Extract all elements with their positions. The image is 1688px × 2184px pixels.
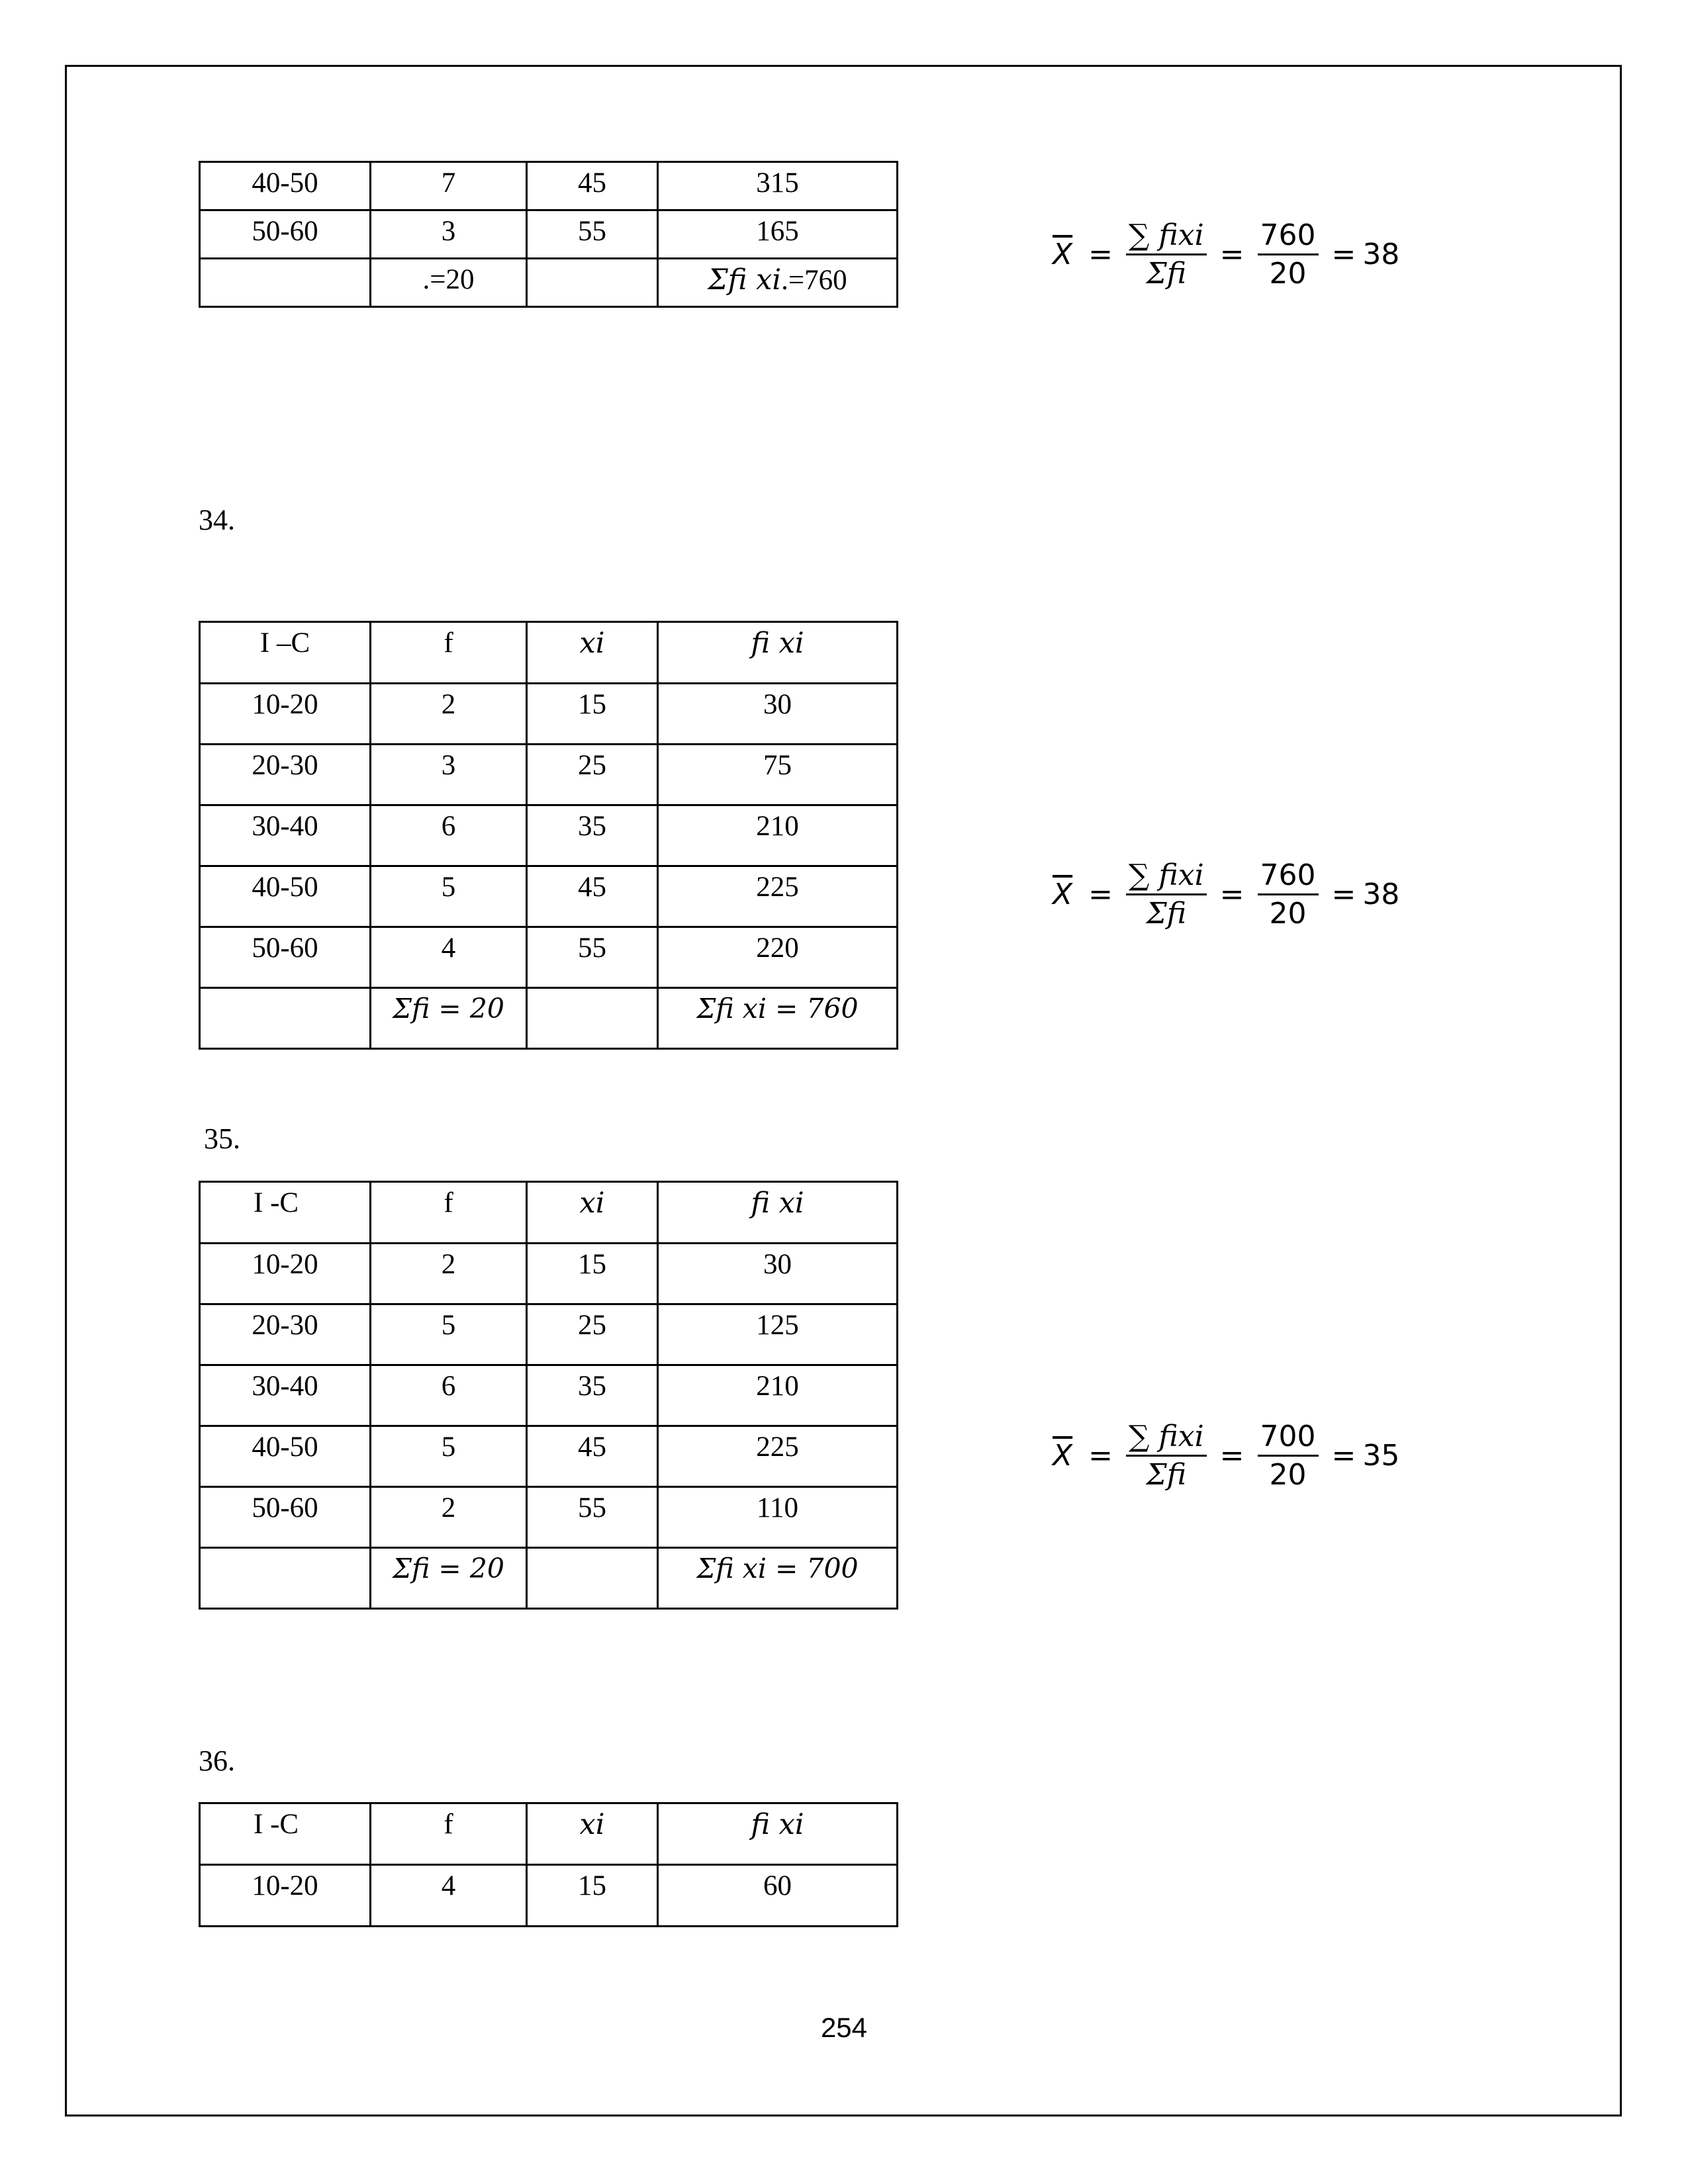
cell-fx: 165 <box>658 210 898 259</box>
cell-fx: 30 <box>658 1244 898 1304</box>
table-header-row <box>200 1182 898 1244</box>
cell-interval: 40-50 <box>200 162 371 210</box>
table-total-row <box>200 1548 898 1609</box>
cell-interval: 10-20 <box>200 1244 371 1304</box>
table-row <box>200 745 898 805</box>
table-row <box>200 866 898 927</box>
table-row <box>200 1487 898 1548</box>
question-number: 35. <box>204 1122 240 1155</box>
header-interval: I –C <box>200 622 371 684</box>
cell-empty <box>527 988 658 1049</box>
cell-f: 4 <box>371 1865 527 1927</box>
table-row <box>200 1426 898 1487</box>
cell-x: 45 <box>527 1426 658 1487</box>
cell-interval: 50-60 <box>200 927 371 988</box>
header-interval: I -C <box>200 1182 371 1244</box>
mean-symbol: $\overline{X}$ <box>1053 878 1073 911</box>
sum-fx-symbol: Σfi xi <box>708 263 782 296</box>
cell-fx: 210 <box>658 1365 898 1426</box>
total-fx: Σfi xi = 760 <box>658 988 898 1049</box>
total-fx: Σfi xi = 700 <box>658 1548 898 1609</box>
cell-fx: 30 <box>658 684 898 745</box>
cell-interval: 10-20 <box>200 1865 371 1927</box>
header-x: xi <box>527 622 658 684</box>
cell-fx: 225 <box>658 1426 898 1487</box>
mean-formula-top: $\overline{X}$ = $\frac{\text{∑ fixi}}{\text{Σfi}}$ = $\frac{760}{20}$ = 38 <box>1053 218 1400 291</box>
cell-fx: 125 <box>658 1304 898 1365</box>
header-fx: fi xi <box>658 622 898 684</box>
fraction-symbolic: $\frac{\text{∑ fixi}}{\text{Σfi}}$ <box>1126 218 1207 291</box>
header-x: xi <box>527 1182 658 1244</box>
cell-empty <box>200 988 371 1049</box>
cell-x: 35 <box>527 805 658 866</box>
total-f: Σfi = 20 <box>371 988 527 1049</box>
cell-f: 6 <box>371 1365 527 1426</box>
mean-result: 38 <box>1362 238 1400 271</box>
cell-f: 7 <box>371 162 527 210</box>
cell-f: 5 <box>371 866 527 927</box>
mean-formula-q35: $\overline{X}$ = $\frac{\text{∑ fixi}}{\text{Σfi}}$ = $\frac{700}{20}$ = 35 <box>1053 1420 1400 1492</box>
cell-interval: 40-50 <box>200 866 371 927</box>
fraction-numeric: $\frac{700}{20}$ <box>1258 1420 1319 1492</box>
header-fx: fi xi <box>658 1182 898 1244</box>
question-number: 36. <box>199 1745 235 1777</box>
table-row <box>200 1244 898 1304</box>
cell-interval: 20-30 <box>200 1304 371 1365</box>
cell-fx: 75 <box>658 745 898 805</box>
cell-interval: 10-20 <box>200 684 371 745</box>
fraction-numeric: $\frac{760}{20}$ <box>1258 218 1319 291</box>
cell-interval: 50-60 <box>200 210 371 259</box>
table-row <box>200 1865 898 1927</box>
mean-result: 35 <box>1362 1439 1400 1473</box>
cell-x: 45 <box>527 162 658 210</box>
cell-f: 2 <box>371 1487 527 1548</box>
cell-interval: 30-40 <box>200 805 371 866</box>
cell-f: 6 <box>371 805 527 866</box>
header-f: f <box>371 1803 527 1865</box>
cell-x: 35 <box>527 1365 658 1426</box>
cell-f: 2 <box>371 684 527 745</box>
table-total-row <box>200 259 898 307</box>
mean-formula-q34: $\overline{X}$ = $\frac{\text{∑ fixi}}{\text{Σfi}}$ = $\frac{760}{20}$ = 38 <box>1053 858 1400 931</box>
table-row <box>200 684 898 745</box>
header-x: xi <box>527 1803 658 1865</box>
cell-empty <box>200 1548 371 1609</box>
table-q35 <box>199 1181 898 1610</box>
cell-f: 3 <box>371 745 527 805</box>
header-f: f <box>371 1182 527 1244</box>
cell-f: 2 <box>371 1244 527 1304</box>
cell-f: 3 <box>371 210 527 259</box>
cell-x: 15 <box>527 684 658 745</box>
table-row <box>200 162 898 210</box>
mean-symbol: $\overline{X}$ <box>1053 238 1073 271</box>
cell-f: 5 <box>371 1304 527 1365</box>
question-number: 34. <box>199 504 235 536</box>
fraction-symbolic: $\frac{\text{∑ fixi}}{\text{Σfi}}$ <box>1126 858 1207 931</box>
fraction-numeric: $\frac{760}{20}$ <box>1258 858 1319 931</box>
cell-x: 25 <box>527 1304 658 1365</box>
cell-fx: 315 <box>658 162 898 210</box>
cell-fx: 110 <box>658 1487 898 1548</box>
cell-interval: 20-30 <box>200 745 371 805</box>
sum-fx-value: .=760 <box>781 265 847 296</box>
mean-symbol: $\overline{X}$ <box>1053 1439 1073 1473</box>
total-f: .=20 <box>371 259 527 307</box>
cell-interval: 40-50 <box>200 1426 371 1487</box>
cell-fx: 220 <box>658 927 898 988</box>
table-q36 <box>199 1802 898 1927</box>
cell-f: 4 <box>371 927 527 988</box>
table-total-row <box>200 988 898 1049</box>
cell-interval: 50-60 <box>200 1487 371 1548</box>
total-f: Σfi = 20 <box>371 1548 527 1609</box>
cell-x: 55 <box>527 1487 658 1548</box>
cell-x: 45 <box>527 866 658 927</box>
header-fx: fi xi <box>658 1803 898 1865</box>
table-row <box>200 1304 898 1365</box>
total-fx <box>658 259 898 307</box>
cell-empty <box>200 259 371 307</box>
table-header-row <box>200 622 898 684</box>
cell-interval: 30-40 <box>200 1365 371 1426</box>
header-interval: I -C <box>200 1803 371 1865</box>
cell-x: 15 <box>527 1865 658 1927</box>
table-row <box>200 805 898 866</box>
fraction-symbolic: $\frac{\text{∑ fixi}}{\text{Σfi}}$ <box>1126 1420 1207 1492</box>
header-f: f <box>371 622 527 684</box>
cell-x: 15 <box>527 1244 658 1304</box>
table-continued <box>199 161 898 308</box>
cell-empty <box>527 259 658 307</box>
cell-fx: 60 <box>658 1865 898 1927</box>
cell-x: 55 <box>527 210 658 259</box>
cell-empty <box>527 1548 658 1609</box>
table-q34 <box>199 621 898 1050</box>
cell-f: 5 <box>371 1426 527 1487</box>
table-row <box>200 210 898 259</box>
cell-fx: 210 <box>658 805 898 866</box>
cell-fx: 225 <box>658 866 898 927</box>
cell-x: 25 <box>527 745 658 805</box>
page-number: 254 <box>820 2012 868 2043</box>
table-header-row <box>200 1803 898 1865</box>
cell-x: 55 <box>527 927 658 988</box>
table-row <box>200 927 898 988</box>
table-row <box>200 1365 898 1426</box>
mean-result: 38 <box>1362 878 1400 911</box>
